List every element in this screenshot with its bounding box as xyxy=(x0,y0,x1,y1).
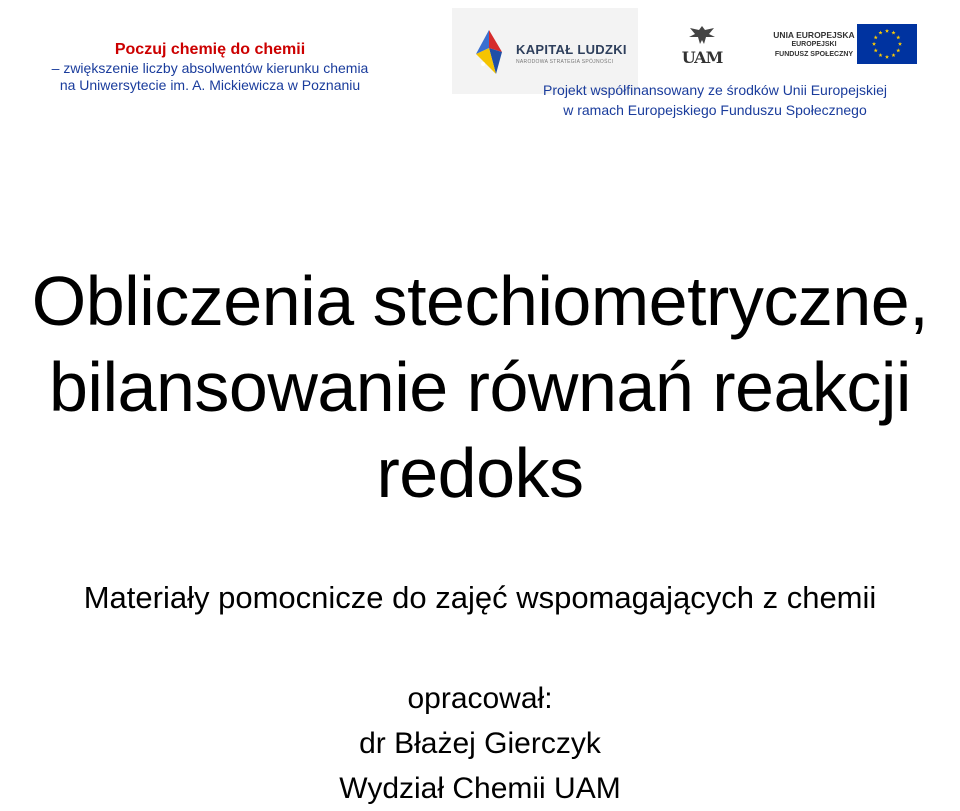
kapital-ludzki-tagline: NARODOWA STRATEGIA SPÓJNOŚCI xyxy=(516,59,614,65)
uam-text: UAM xyxy=(681,48,723,67)
eu-line1: UNIA EUROPEJSKA xyxy=(773,30,855,40)
author-block xyxy=(0,676,960,811)
kapital-ludzki-name: KAPITAŁ LUDZKI xyxy=(516,42,627,57)
uam-logo xyxy=(680,24,724,76)
project-header xyxy=(40,40,380,94)
title-line1: Obliczenia stechiometryczne, xyxy=(31,262,929,340)
project-subtitle-line1: – zwiększenie liczby absolwentów kierunku chemia xyxy=(51,60,369,76)
author-name: dr Błażej Gierczyk xyxy=(359,727,601,760)
author-label: opracował: xyxy=(407,682,553,715)
eu-flag-icon xyxy=(857,24,917,64)
project-title: Poczuj chemię do chemii xyxy=(114,41,306,58)
eu-line2: EUROPEJSKI xyxy=(791,41,837,48)
eu-text-logo xyxy=(768,30,860,60)
eu-line3: FUNDUSZ SPOŁECZNY xyxy=(774,51,854,58)
funding-note xyxy=(480,80,950,120)
page-title xyxy=(0,258,960,516)
title-line2: bilansowanie równań reakcji xyxy=(49,348,911,426)
funding-line1: Projekt współfinansowany ze środków Unii Europejskiej xyxy=(543,82,887,98)
author-affiliation: Wydział Chemii UAM xyxy=(339,772,621,805)
eagle-icon xyxy=(687,24,717,46)
kapital-ludzki-star-icon xyxy=(474,28,504,78)
funding-line2: w ramach Europejskiego Funduszu Społecznego xyxy=(563,102,867,118)
title-line3: redoks xyxy=(376,434,584,512)
project-subtitle-line2: na Uniwersytecie im. A. Mickiewicza w Poznaniu xyxy=(59,77,361,93)
subtitle: Materiały pomocnicze do zajęć wspomagających z chemii xyxy=(83,580,877,615)
